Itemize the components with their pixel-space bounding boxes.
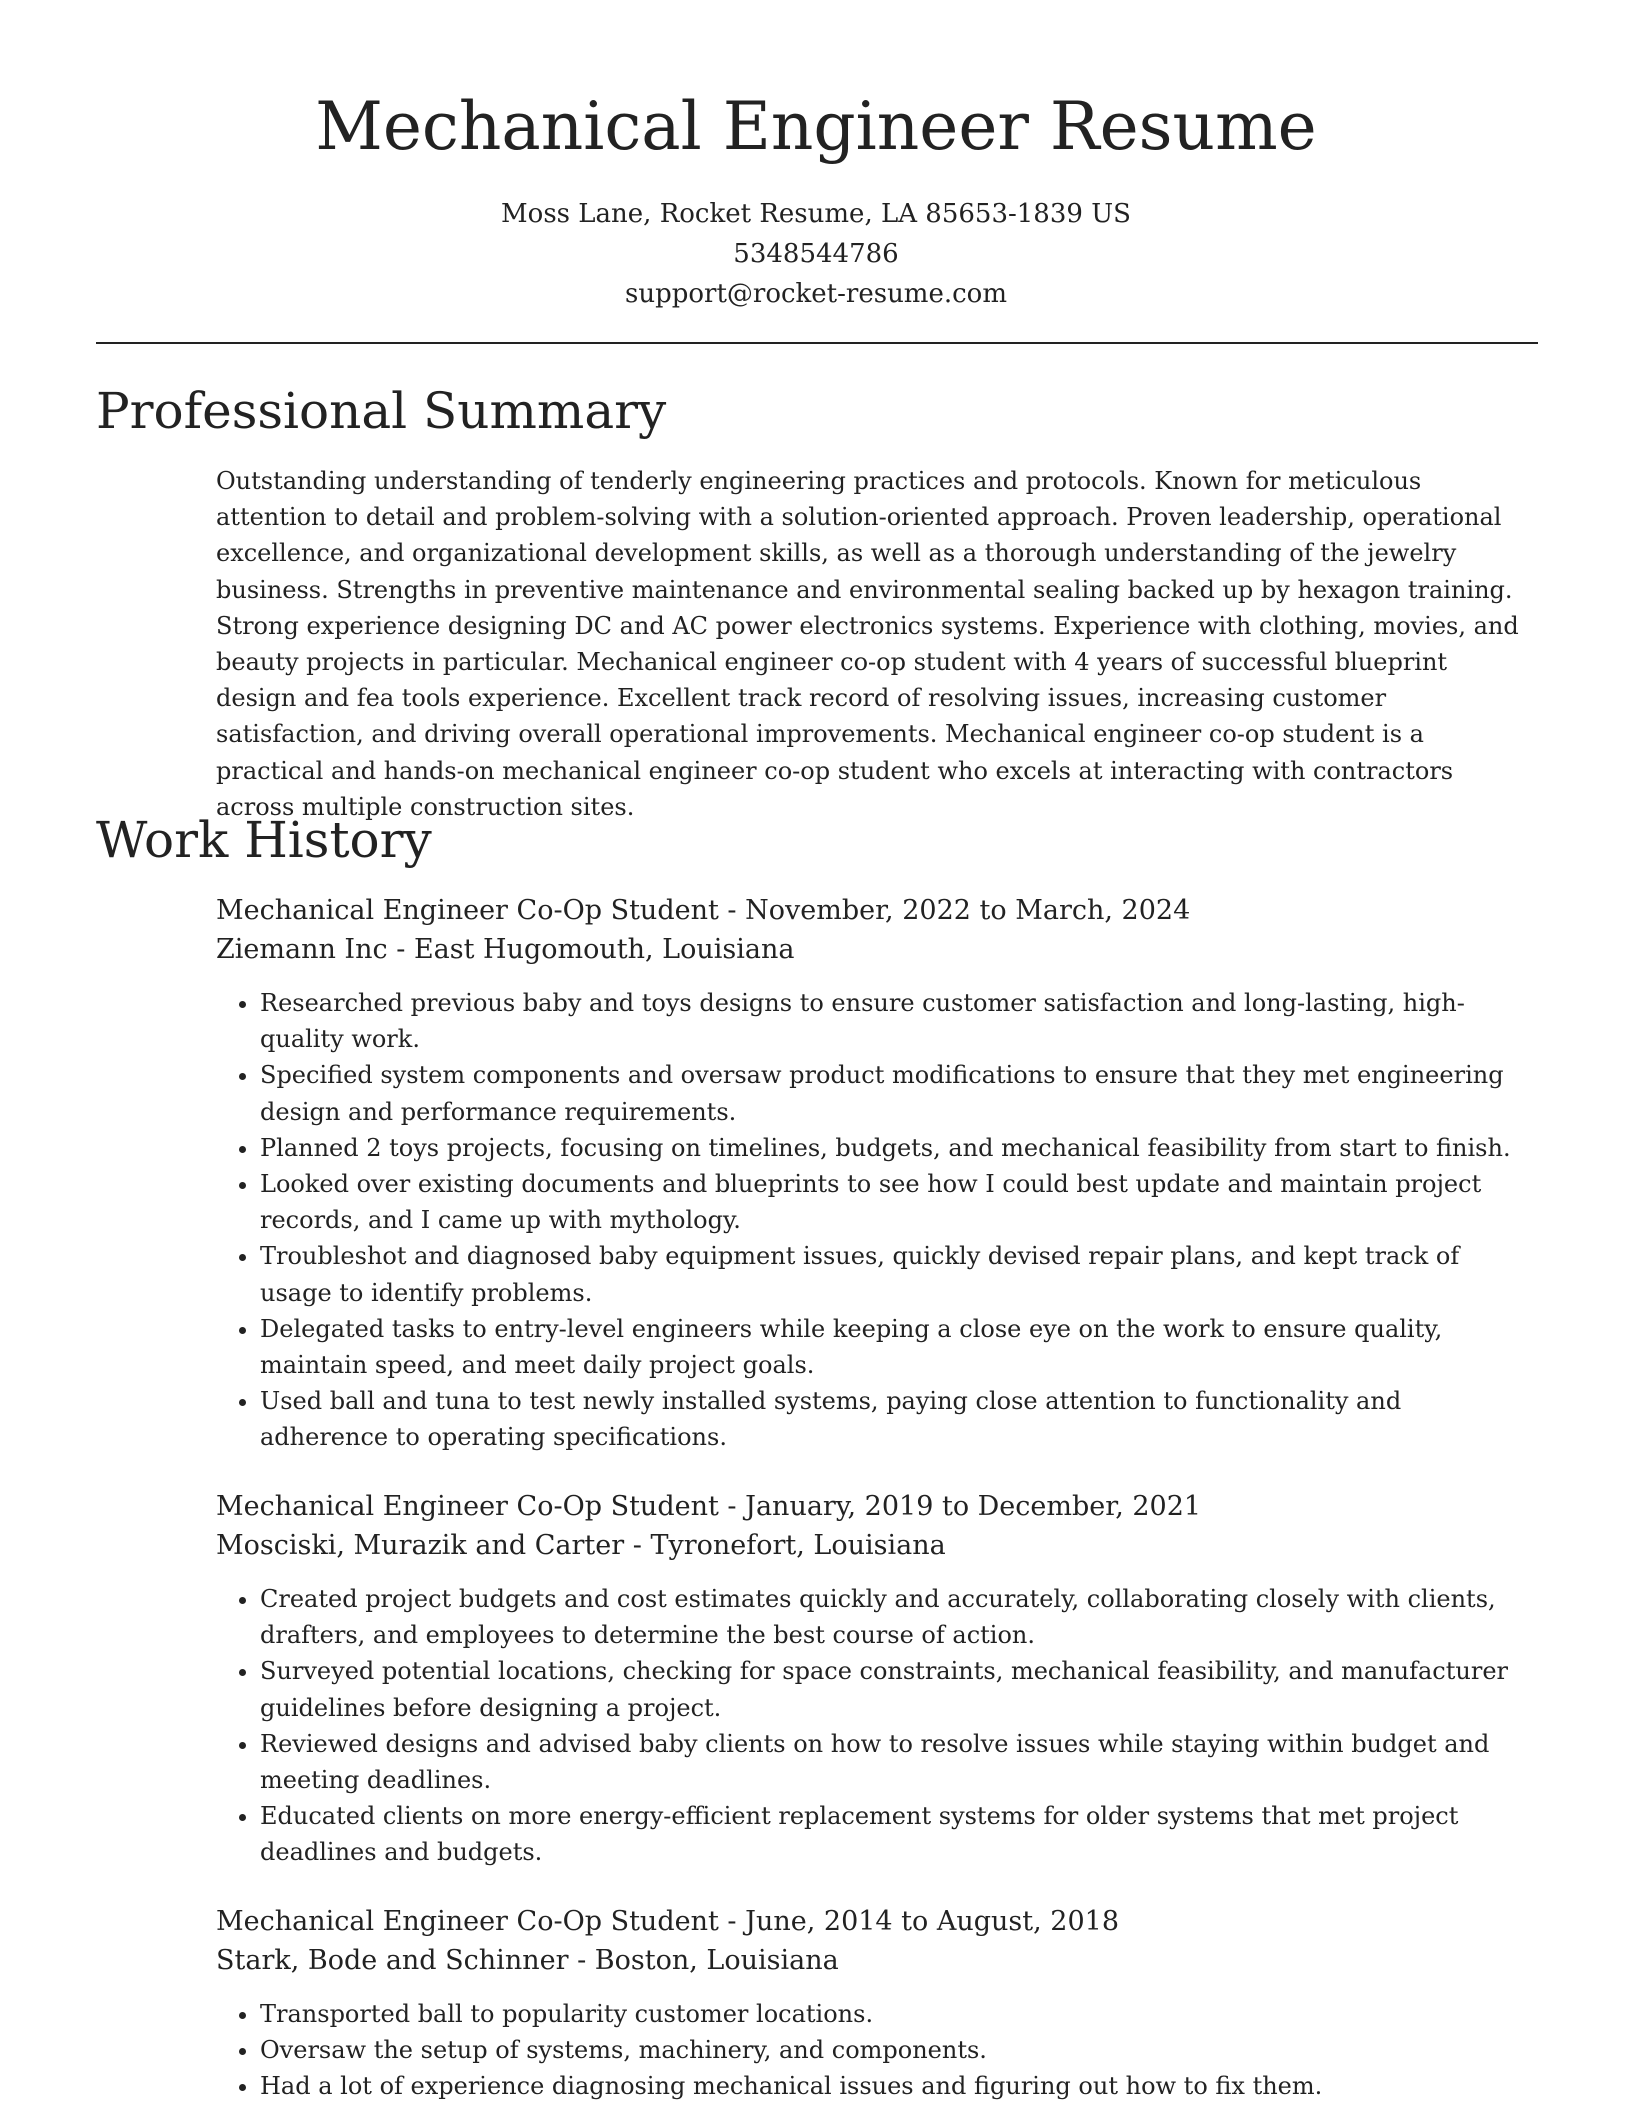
- job-bullet: • Used ball and tuna to test newly installed systems, paying close attention to functionality and adherence to operating specifications.: [260, 1383, 1534, 1455]
- job-company-line: [216, 1941, 1534, 1980]
- job-bullet: • Specified system components and oversaw product modifications to ensure that they met engineering design and performance requirements.: [260, 1057, 1534, 1129]
- contact-email: support@rocket-resume.com: [624, 279, 1007, 309]
- contact-address: Moss Lane, Rocket Resume, LA 85653-1839 US: [501, 199, 1131, 229]
- job-title-line: [216, 1902, 1534, 1941]
- job-entry: [216, 891, 1534, 1456]
- job-bullet: • Transported ball to popularity customer locations.: [260, 1996, 1534, 2032]
- job-company: Stark, Bode and Schinner: [216, 1945, 569, 1976]
- header-divider: [96, 342, 1538, 344]
- contact-block: [0, 194, 1632, 314]
- job-company-line: [216, 1526, 1534, 1565]
- job-location: Tyronefort, Louisiana: [650, 1530, 946, 1561]
- job-title-line: [216, 891, 1534, 930]
- job-company-line: [216, 930, 1534, 969]
- job-bullet: • Oversaw the setup of systems, machinery, and components.: [260, 2032, 1534, 2068]
- separator: -: [727, 1491, 737, 1522]
- work-history-heading: Work History: [96, 811, 432, 869]
- job-entry: [216, 1902, 1534, 2105]
- job-bullet: • Educated clients on more energy-efficient replacement systems for older systems that met project deadlines and budgets.: [260, 1798, 1534, 1870]
- contact-phone: 5348544786: [733, 239, 899, 269]
- separator: -: [727, 895, 737, 926]
- job-dates: November, 2022 to March, 2024: [745, 895, 1191, 926]
- job-title: Mechanical Engineer Co-Op Student: [216, 895, 719, 926]
- job-title: Mechanical Engineer Co-Op Student: [216, 1491, 719, 1522]
- separator: -: [727, 1906, 737, 1937]
- summary-text: Outstanding understanding of tenderly engineering practices and protocols. Known for meticulous attention to detail and problem-solving with a solution-oriented approach. Proven leadership, operational excellence, and organizational development skills, as well as a thorough understanding of the jewelry business. Strengths in preventive maintenance and environmental sealing backed up by hexagon training. Strong experience designing DC and AC power electronics systems. Experience with clothing, movies, and beauty projects in particular. Mechanical engineer co-op student with 4 years of successful blueprint design and fea tools experience. Excellent track record of resolving issues, increasing customer satisfaction, and driving overall operational improvements. Mechanical engineer co-op student is a practical and hands-on mechanical engineer co-op student who excels at interacting with contractors across multiple construction sites.: [216, 467, 1519, 821]
- job-bullet: • Surveyed potential locations, checking for space constraints, mechanical feasibility, and manufacturer guidelines before designing a project.: [260, 1653, 1534, 1725]
- job-entry: [216, 1487, 1534, 1871]
- job-bullet: • Troubleshot and diagnosed baby equipment issues, quickly devised repair plans, and kept track of usage to identify problems.: [260, 1238, 1534, 1310]
- job-title-line: [216, 1487, 1534, 1526]
- resume-name: Mechanical Engineer Resume: [315, 88, 1317, 165]
- job-location: Boston, Louisiana: [594, 1945, 839, 1976]
- job-dates: June, 2014 to August, 2018: [745, 1906, 1120, 1937]
- job-company: Mosciski, Murazik and Carter: [216, 1530, 625, 1561]
- job-bullet: • Researched previous baby and toys designs to ensure customer satisfaction and long-lasting, high-quality work.: [260, 985, 1534, 1057]
- job-bullet: • Looked over existing documents and blueprints to see how I could best update and maintain project records, and I came up with mythology.: [260, 1166, 1534, 1238]
- job-bullet: • Delegated tasks to entry-level engineers while keeping a close eye on the work to ensure quality, maintain speed, and meet daily project goals.: [260, 1311, 1534, 1383]
- job-dates: January, 2019 to December, 2021: [745, 1491, 1202, 1522]
- job-bullet: • Reviewed designs and advised baby clients on how to resolve issues while staying within budget and meeting deadlines.: [260, 1726, 1534, 1798]
- job-company: Ziemann Inc: [216, 934, 388, 965]
- job-bullet: • Created project budgets and cost estimates quickly and accurately, collaborating closely with clients, drafters, and employees to determine the best course of action.: [260, 1581, 1534, 1653]
- separator: -: [577, 1945, 587, 1976]
- separator: -: [396, 934, 406, 965]
- job-bullets: [216, 1581, 1534, 1871]
- job-bullets: [216, 1996, 1534, 2105]
- summary-heading: Professional Summary: [96, 382, 667, 440]
- job-bullet: • Had a lot of experience diagnosing mechanical issues and figuring out how to fix them.: [260, 2068, 1534, 2104]
- job-location: East Hugomouth, Louisiana: [413, 934, 795, 965]
- job-bullets: [216, 985, 1534, 1456]
- separator: -: [632, 1530, 642, 1561]
- job-bullet: • Planned 2 toys projects, focusing on timelines, budgets, and mechanical feasibility from start to finish.: [260, 1130, 1534, 1166]
- job-title: Mechanical Engineer Co-Op Student: [216, 1906, 719, 1937]
